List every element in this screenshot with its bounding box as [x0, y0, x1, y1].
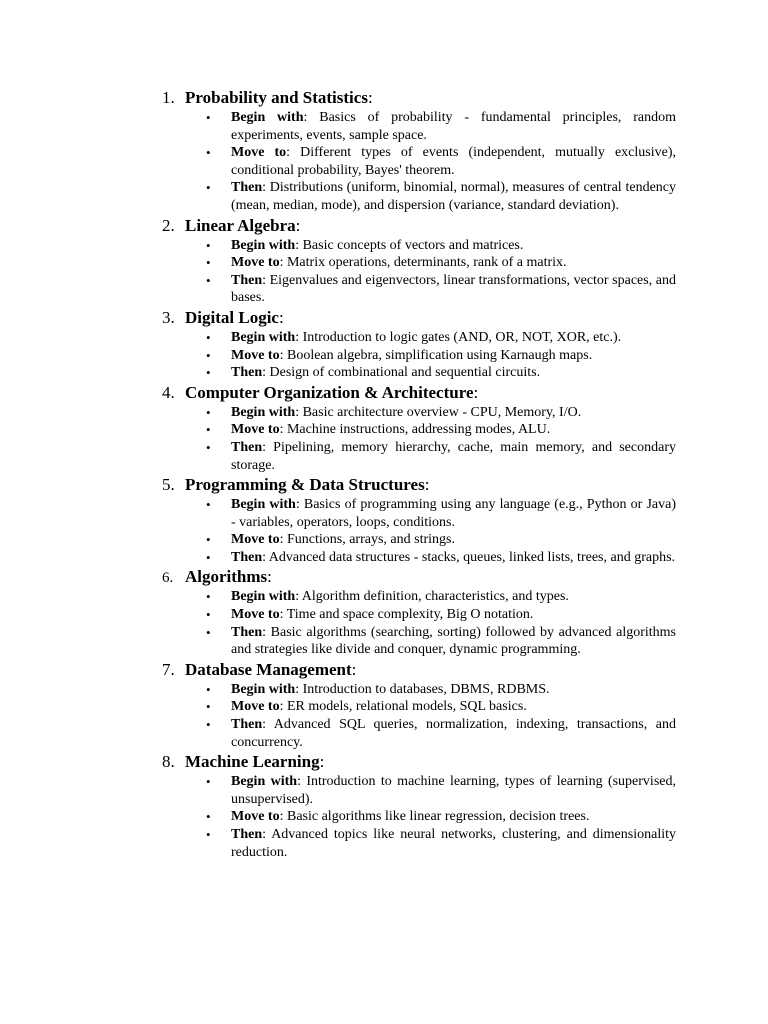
item-text: : Basic algorithms like linear regression, decision trees. [279, 809, 590, 825]
section-title: Machine Learning [185, 752, 320, 772]
list-item [162, 439, 676, 474]
section-probability-statistics [162, 87, 676, 215]
section-algorithms [162, 566, 676, 658]
section-title: Algorithms [185, 567, 268, 587]
bullet-icon: • [206, 549, 211, 565]
section-heading [162, 307, 676, 329]
section-title: Computer Organization & Architecture [185, 382, 474, 402]
item-text: : Design of combinational and sequential circuits. [262, 365, 541, 381]
section-title: Linear Algebra [185, 215, 296, 235]
bullet-icon: • [206, 809, 211, 825]
list-item [162, 826, 676, 861]
item-lead: Then [231, 549, 263, 565]
section-machine-learning [162, 751, 676, 861]
section-heading [162, 659, 676, 681]
list-item [162, 179, 676, 214]
item-text: : Machine instructions, addressing modes, ALU. [279, 422, 551, 438]
section-number: 1. [162, 88, 175, 107]
item-text: : Functions, arrays, and strings. [279, 532, 455, 548]
item-text: : Boolean algebra, simplification using Karnaugh maps. [279, 347, 593, 363]
item-lead: Move to [231, 347, 280, 363]
bullet-icon: • [206, 110, 211, 125]
list-item [162, 698, 676, 716]
section-linear-algebra [162, 215, 676, 307]
item-text: : Matrix operations, determinants, rank of a matrix. [279, 255, 567, 271]
item-lead: Begin with [231, 589, 296, 605]
item-text: : Basic concepts of vectors and matrices. [295, 237, 524, 253]
bullet-icon: • [206, 422, 211, 438]
bullet-icon: • [206, 404, 211, 420]
section-programming-data-structures [162, 474, 676, 566]
topic-list [162, 496, 676, 566]
bullet-icon: • [206, 329, 211, 345]
list-item [162, 808, 676, 826]
item-lead: Move to [231, 422, 280, 438]
section-number: 8. [162, 752, 175, 772]
item-lead: Move to [231, 809, 280, 825]
item-text: : Distributions (uniform, binomial, normal), measures of central tendency (mean, median, mode), and dispersion (variance, standard deviation). [231, 180, 676, 213]
item-lead: Then [231, 272, 263, 288]
list-item [162, 773, 676, 808]
item-lead: Move to [231, 145, 287, 161]
list-item [162, 347, 676, 365]
section-heading [162, 215, 676, 237]
list-item [162, 109, 676, 144]
item-lead: Begin with [231, 110, 304, 125]
section-heading [162, 87, 676, 109]
item-text: : Introduction to machine learning, types of learning (supervised, unsupervised). [231, 774, 676, 807]
topic-list [162, 773, 676, 861]
item-lead: Move to [231, 255, 280, 271]
bullet-icon: • [206, 365, 211, 381]
bullet-icon: • [206, 272, 211, 288]
list-item [162, 364, 676, 382]
topic-list [162, 404, 676, 474]
section-title: Programming & Data Structures [185, 475, 425, 495]
section-heading [162, 751, 676, 773]
section-number: 2. [162, 215, 175, 235]
section-heading [162, 474, 676, 496]
heading-colon: : [424, 475, 430, 495]
item-lead: Then [231, 624, 263, 640]
list-item [162, 237, 676, 255]
list-item [162, 606, 676, 624]
item-text: : Basics of probability - fundamental principles, random experiments, events, sample space. [231, 110, 676, 143]
item-text: : Different types of events (independent, mutually exclusive), conditional probability, Bayes' theorem. [231, 145, 676, 178]
item-text: : Advanced SQL queries, normalization, indexing, transactions, and concurrency. [231, 717, 676, 750]
item-lead: Begin with [231, 497, 296, 513]
list-item [162, 716, 676, 751]
list-item [162, 549, 676, 567]
heading-colon: : [473, 382, 479, 402]
item-lead: Begin with [231, 329, 296, 345]
item-text: : Eigenvalues and eigenvectors, linear transformations, vector spaces, and bases. [231, 272, 676, 306]
item-lead: Move to [231, 607, 280, 623]
heading-colon: : [278, 307, 284, 327]
item-text: : Advanced data structures - stacks, queues, linked lists, trees, and graphs. [262, 549, 676, 565]
topic-list [162, 109, 676, 215]
item-lead: Begin with [231, 774, 298, 790]
list-item [162, 404, 676, 422]
section-database-management [162, 659, 676, 751]
list-item [162, 329, 676, 347]
item-text: : Basic algorithms (searching, sorting) followed by advanced algorithms and strategies like divide and conquer, dynamic programming. [231, 624, 676, 658]
heading-colon: : [319, 752, 325, 772]
item-text: : Algorithm definition, characteristics, and types. [295, 589, 569, 605]
item-text: : Basics of programming using any language (e.g., Python or Java) - variables, operators, loops, conditions. [231, 497, 676, 530]
bullet-icon: • [206, 624, 211, 640]
topic-list [162, 329, 676, 382]
bullet-icon: • [206, 145, 211, 161]
bullet-icon: • [206, 497, 211, 513]
item-lead: Then [231, 439, 263, 455]
list-item [162, 624, 676, 659]
item-lead: Begin with [231, 404, 296, 420]
heading-colon: : [367, 88, 373, 107]
list-item [162, 681, 676, 699]
section-number: 3. [162, 307, 175, 327]
section-number: 7. [162, 659, 175, 679]
list-item [162, 588, 676, 606]
bullet-icon: • [206, 237, 211, 253]
item-text: : Introduction to databases, DBMS, RDBMS. [295, 681, 550, 697]
bullet-icon: • [206, 699, 211, 715]
section-heading [162, 382, 676, 404]
bullet-icon: • [206, 717, 211, 733]
item-lead: Then [231, 180, 263, 196]
section-digital-logic [162, 307, 676, 382]
bullet-icon: • [206, 681, 211, 697]
section-computer-organization [162, 382, 676, 474]
list-item [162, 254, 676, 272]
item-lead: Then [231, 365, 263, 381]
heading-colon: : [351, 659, 357, 679]
bullet-icon: • [206, 532, 211, 548]
bullet-icon: • [206, 180, 211, 196]
item-text: : Time and space complexity, Big O notation. [279, 607, 534, 623]
list-item [162, 144, 676, 179]
section-heading [162, 566, 676, 588]
list-item [162, 421, 676, 439]
item-lead: Move to [231, 699, 280, 715]
section-number: 6. [162, 570, 174, 587]
topic-list [162, 588, 676, 658]
section-number: 4. [162, 382, 175, 402]
section-title: Probability and Statistics [185, 88, 368, 107]
section-title: Digital Logic [185, 307, 279, 327]
section-number: 5. [162, 475, 175, 495]
bullet-icon: • [206, 589, 211, 605]
item-lead: Begin with [231, 237, 296, 253]
item-text: : Basic architecture overview - CPU, Memory, I/O. [295, 404, 582, 420]
section-title: Database Management [185, 659, 352, 679]
bullet-icon: • [206, 255, 211, 271]
bullet-icon: • [206, 827, 211, 842]
item-text: : Introduction to logic gates (AND, OR, NOT, XOR, etc.). [295, 329, 622, 345]
list-item [162, 496, 676, 531]
bullet-icon: • [206, 774, 211, 790]
bullet-icon: • [206, 439, 211, 455]
item-lead: Then [231, 717, 263, 733]
section-list [162, 87, 676, 861]
item-lead: Move to [231, 532, 280, 548]
item-text: : Pipelining, memory hierarchy, cache, main memory, and secondary storage. [231, 439, 676, 473]
bullet-icon: • [206, 607, 211, 623]
item-lead: Begin with [231, 681, 296, 697]
list-item [162, 272, 676, 307]
list-item [162, 531, 676, 549]
heading-colon: : [267, 567, 272, 587]
heading-colon: : [295, 215, 301, 235]
topic-list [162, 237, 676, 307]
item-text: : Advanced topics like neural networks, clustering, and dimensionality reduction. [231, 827, 676, 860]
item-lead: Then [231, 827, 263, 842]
item-text: : ER models, relational models, SQL basics. [279, 699, 527, 715]
topic-list [162, 681, 676, 751]
bullet-icon: • [206, 347, 211, 363]
